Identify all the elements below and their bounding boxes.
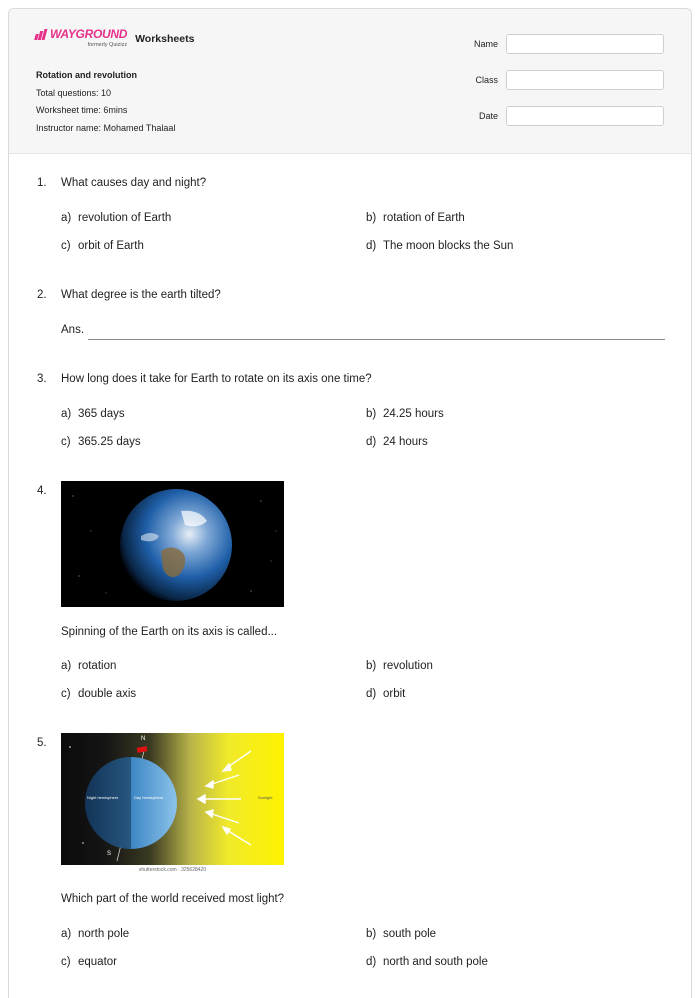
brand-title: Worksheets bbox=[135, 33, 195, 45]
instructor-name: Instructor name: Mohamed Thalaal bbox=[36, 122, 176, 133]
option-letter: c) bbox=[61, 240, 71, 252]
name-label: Name bbox=[473, 39, 498, 49]
logo-mark-icon bbox=[35, 29, 47, 40]
earth-globe-icon bbox=[61, 481, 284, 607]
option-a[interactable] bbox=[61, 928, 129, 940]
question-number: 4. bbox=[37, 485, 47, 497]
brand bbox=[35, 27, 194, 48]
option-letter: c) bbox=[61, 956, 71, 968]
sunlight-label: Sunlight bbox=[258, 795, 273, 800]
option-b[interactable] bbox=[366, 408, 444, 420]
total-questions: Total questions: 10 bbox=[36, 87, 112, 98]
option-text: rotation bbox=[78, 660, 117, 672]
option-letter: b) bbox=[366, 212, 377, 224]
night-label: Night hemisphere bbox=[87, 795, 119, 800]
class-input[interactable] bbox=[506, 70, 664, 90]
option-a[interactable] bbox=[61, 660, 116, 672]
date-input[interactable] bbox=[506, 106, 664, 126]
option-d[interactable] bbox=[366, 436, 428, 448]
option-c[interactable] bbox=[61, 436, 141, 448]
day-label: Day hemisphere bbox=[134, 795, 164, 800]
option-text: revolution bbox=[383, 660, 433, 672]
north-label: N bbox=[141, 736, 146, 742]
worksheet-title: Rotation and revolution bbox=[36, 70, 137, 80]
option-a[interactable] bbox=[61, 408, 125, 420]
option-letter: d) bbox=[366, 688, 377, 700]
worksheet-time: Worksheet time: 6mins bbox=[36, 105, 128, 115]
option-letter: a) bbox=[61, 408, 72, 420]
question-text: Spinning of the Earth on its axis is called... bbox=[61, 626, 278, 638]
option-c[interactable] bbox=[61, 240, 144, 252]
option-text: north pole bbox=[78, 928, 130, 940]
option-text: 24 hours bbox=[383, 436, 428, 448]
option-b[interactable] bbox=[366, 928, 436, 940]
name-input[interactable] bbox=[506, 34, 664, 54]
option-text: The moon blocks the Sun bbox=[383, 240, 514, 252]
date-field bbox=[439, 106, 665, 126]
option-d[interactable] bbox=[366, 688, 405, 700]
option-text: 365 days bbox=[78, 408, 125, 420]
question-number: 2. bbox=[37, 289, 47, 301]
option-text: 24.25 hours bbox=[383, 408, 444, 420]
image-credit: shutterstock.com · 325628420 bbox=[138, 867, 207, 873]
question-text: What degree is the earth tilted? bbox=[61, 289, 221, 301]
option-d[interactable] bbox=[366, 240, 513, 252]
south-label: S bbox=[107, 851, 112, 857]
option-text: equator bbox=[78, 956, 118, 968]
option-c[interactable] bbox=[61, 956, 117, 968]
option-letter: a) bbox=[61, 212, 72, 224]
option-letter: d) bbox=[366, 956, 377, 968]
option-text: double axis bbox=[78, 688, 137, 700]
question-text: What causes day and night? bbox=[61, 177, 207, 189]
option-text: rotation of Earth bbox=[383, 212, 465, 224]
question-text: How long does it take for Earth to rotate on its axis one time? bbox=[61, 373, 372, 385]
answer-line[interactable] bbox=[88, 339, 665, 340]
option-d[interactable] bbox=[366, 956, 488, 968]
date-label: Date bbox=[478, 111, 498, 121]
wayground-logo bbox=[35, 27, 127, 48]
option-letter: d) bbox=[366, 240, 377, 252]
earth-image bbox=[61, 481, 284, 607]
question-number: 1. bbox=[37, 177, 47, 189]
worksheet-meta bbox=[36, 67, 175, 137]
option-c[interactable] bbox=[61, 688, 136, 700]
sunlight-diagram-image bbox=[61, 733, 284, 865]
option-a[interactable] bbox=[61, 212, 171, 224]
option-letter: d) bbox=[366, 436, 377, 448]
option-letter: a) bbox=[61, 660, 72, 672]
option-b[interactable] bbox=[366, 660, 433, 672]
option-text: orbit of Earth bbox=[78, 240, 144, 252]
name-field bbox=[439, 34, 665, 54]
option-letter: b) bbox=[366, 660, 377, 672]
option-text: north and south pole bbox=[383, 956, 488, 968]
class-label: Class bbox=[475, 75, 498, 85]
option-b[interactable] bbox=[366, 212, 465, 224]
question-number: 3. bbox=[37, 373, 47, 385]
worksheet-page bbox=[8, 8, 692, 998]
logo-subtitle: formerly Quizizz bbox=[87, 42, 128, 48]
logo-text: WAYGROUND bbox=[50, 27, 128, 41]
option-letter: c) bbox=[61, 688, 71, 700]
option-text: 365.25 days bbox=[78, 436, 141, 448]
option-text: orbit bbox=[383, 688, 406, 700]
question-text: Which part of the world received most light? bbox=[61, 893, 285, 905]
option-letter: a) bbox=[61, 928, 72, 940]
option-letter: b) bbox=[366, 928, 377, 940]
option-text: revolution of Earth bbox=[78, 212, 172, 224]
option-letter: c) bbox=[61, 436, 71, 448]
option-letter: b) bbox=[366, 408, 377, 420]
question-number: 5. bbox=[37, 737, 47, 749]
class-field bbox=[439, 70, 665, 90]
option-text: south pole bbox=[383, 928, 437, 940]
worksheet-header bbox=[9, 9, 691, 154]
answer-label: Ans. bbox=[61, 324, 85, 336]
